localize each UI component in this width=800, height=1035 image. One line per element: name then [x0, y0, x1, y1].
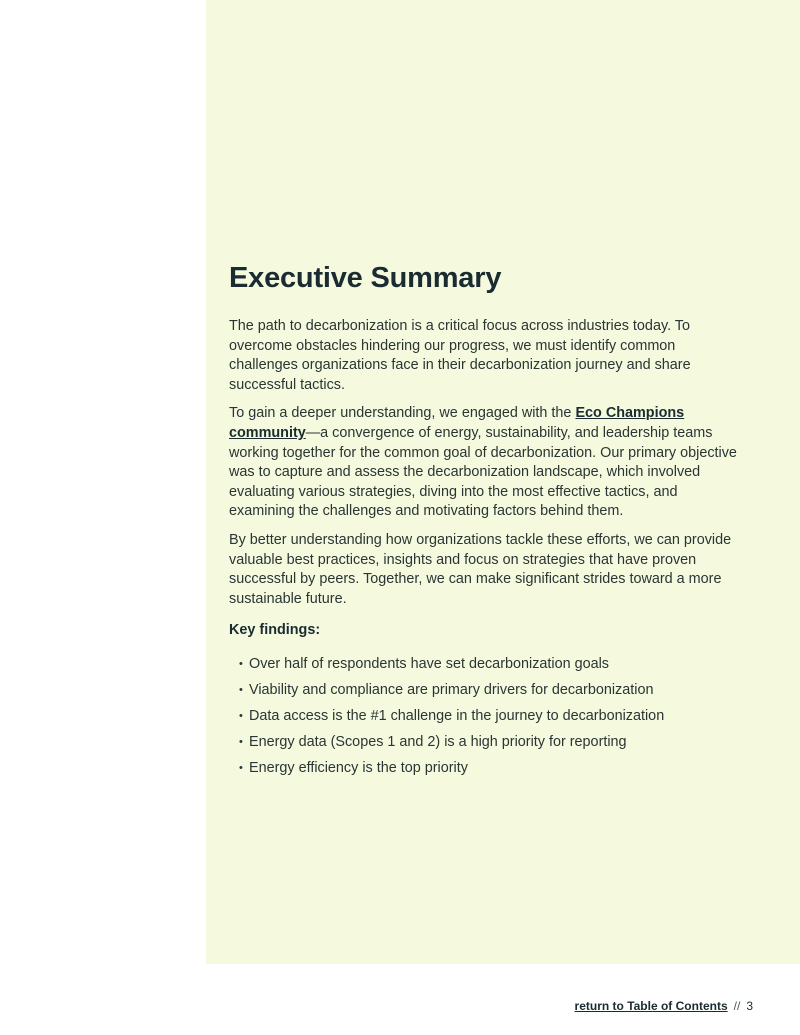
finding-text: Energy efficiency is the top priority — [249, 759, 468, 776]
list-item — [239, 707, 739, 727]
footer-separator: // — [733, 999, 741, 1013]
list-item — [239, 681, 739, 701]
list-item — [239, 759, 739, 779]
understanding-paragraph: By better understanding how organizations tackle these efforts, we can provide valuable best practices, insights and focus on strategies that have proven successful by peers. Together, we can make significant strides toward a more sustainable future. — [229, 531, 732, 607]
finding-text: Over half of respondents have set decarbonization goals — [249, 655, 609, 672]
key-findings-heading: Key findings: — [229, 622, 321, 639]
executive-summary-section — [229, 262, 739, 785]
list-item — [239, 655, 739, 675]
bullet-icon: • — [239, 735, 243, 748]
list-item — [239, 733, 739, 753]
engagement-text-before: To gain a deeper understanding, we engaged with the — [229, 405, 576, 422]
eco-champions-link[interactable]: Eco Champions community — [229, 405, 685, 441]
bullet-icon: • — [239, 761, 243, 774]
table-of-contents-link[interactable]: return to Table of Contents — [574, 999, 728, 1013]
key-findings-list — [229, 655, 739, 779]
page-footer — [575, 999, 753, 1013]
intro-paragraph: The path to decarbonization is a critical focus across industries today. To overcome obstacles hindering our progress, we must identify common challenges organizations face in their decarbonization journey and share successful tactics. — [229, 318, 691, 393]
page-title: Executive Summary — [229, 262, 502, 294]
page-number: 3 — [746, 999, 753, 1013]
bullet-icon: • — [239, 709, 243, 722]
finding-text: Data access is the #1 challenge in the journey to decarbonization — [249, 707, 665, 724]
finding-text: Viability and compliance are primary drivers for decarbonization — [249, 681, 654, 698]
engagement-text-after: —a convergence of energy, sustainability, and leadership teams working together for the common goal of decarbonization. Our primary objective was to capture and assess the decarbonization landscape, which involved evaluating various strategies, diving into the most effective tactics, and examining the challenges and motivating factors behind them. — [229, 424, 737, 520]
bullet-icon: • — [239, 657, 243, 670]
finding-text: Energy data (Scopes 1 and 2) is a high priority for reporting — [249, 733, 627, 750]
bullet-icon: • — [239, 683, 243, 696]
engagement-paragraph — [229, 404, 739, 522]
